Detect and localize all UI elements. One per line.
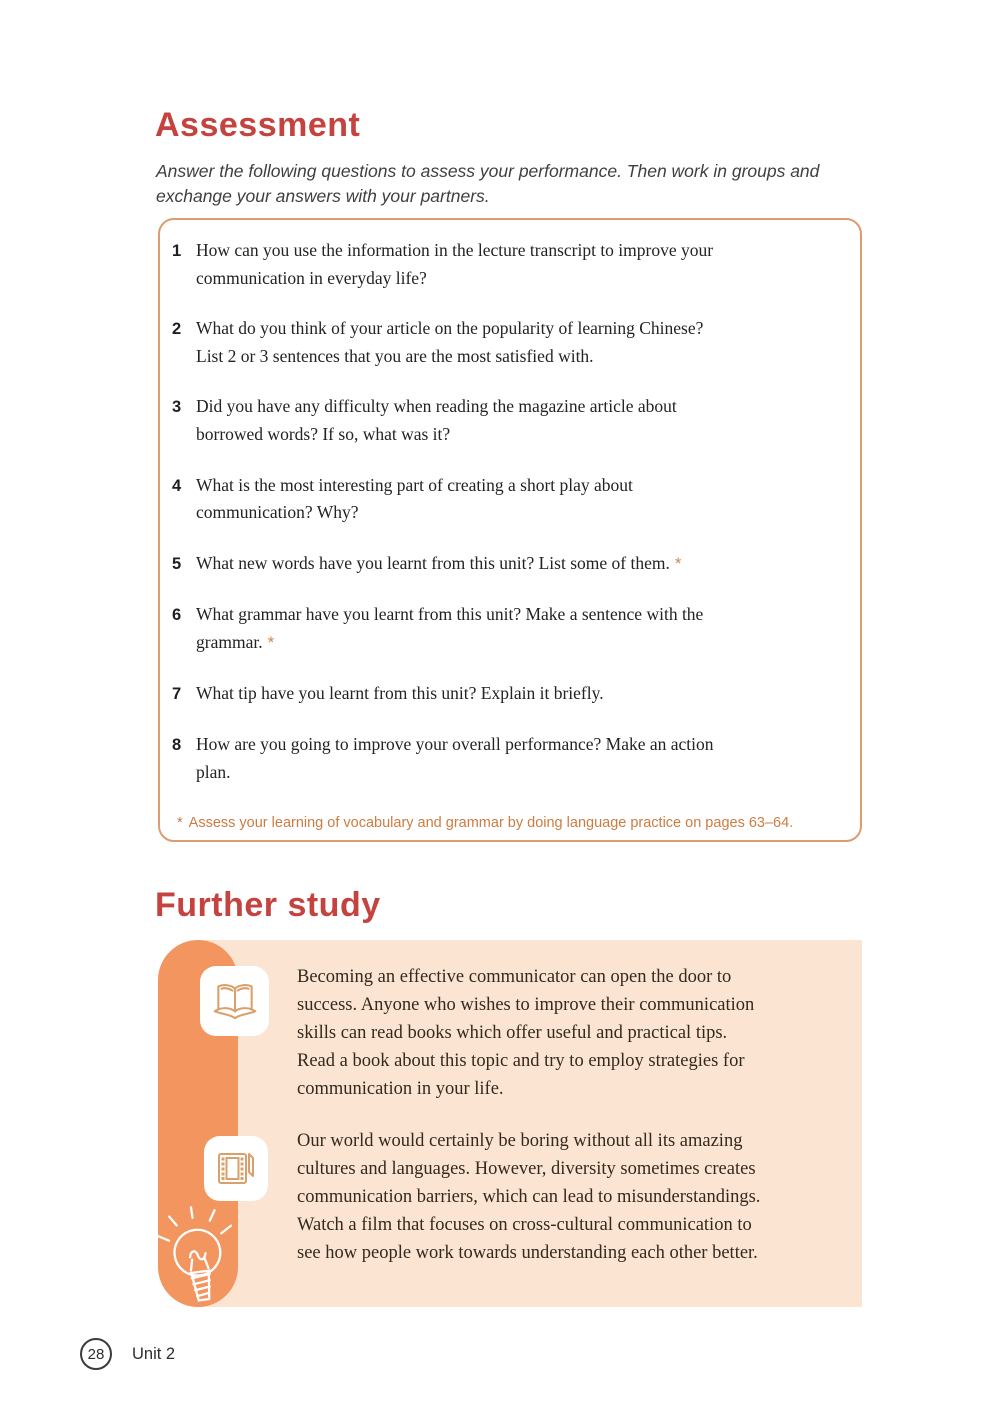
question-item [172,237,846,292]
question-text: Did you have any difficulty when reading the magazine article about borrowed words? If so, what was it? [196,396,677,444]
question-item [172,680,846,709]
question-text: What tip have you learnt from this unit? Explain it briefly. [196,682,604,703]
page-number: 28 [87,1345,105,1363]
open-book-icon [200,966,269,1036]
question-number: 1 [172,242,182,260]
question-number: 2 [172,320,182,339]
question-item [172,315,846,370]
question-number: 4 [172,476,182,495]
further-study-paragraph-films: Our world would certainly be boring without all its amazing cultures and languages. However, diversity sometimes creates communication barriers, which can lead to misunderstandings. Watch a film that focuses on cross-cultural communication to see how people work towards understanding each other better. [297,1131,761,1263]
question-item [172,393,846,448]
intro-line: exchange your answers with your partners. [156,186,490,206]
further-study-paragraph-books: Becoming an effective communicator can open the door to success. Anyone who wishes to improve their communication skills can read books which offer useful and practical tips. Read a book about this topic and try to employ strategies for communication in your life. [297,967,755,1099]
question-text: How are you going to improve your overall performance? Make an action plan. [196,734,714,782]
question-item [172,601,846,656]
question-text: What grammar have you learnt from this unit? Make a sentence with the grammar. * [196,604,704,652]
footnote-asterisk: * [674,553,682,573]
box-footnote: * Assess your learning of vocabulary and grammar by doing language practice on pages 63–64. [177,815,794,831]
page-number-badge [80,1338,112,1370]
intro-line: Answer the following questions to assess your performance. Then work in groups and [156,161,820,181]
further-study-heading: Further study [155,886,381,924]
question-item [172,550,846,579]
questions-box [158,218,862,842]
question-item [172,472,846,527]
question-text: What do you think of your article on the popularity of learning Chinese? List 2 or 3 sentences that you are the most satisfied with. [196,318,704,366]
further-study-panel [158,940,862,1307]
question-number: 7 [172,684,182,703]
question-number: 5 [172,554,182,573]
film-strip-glyph [212,1145,260,1193]
assessment-heading: Assessment [155,106,361,144]
assessment-intro [156,159,836,209]
film-strip-icon [204,1136,268,1201]
question-text: What new words have you learnt from this unit? List some of them. * [196,552,682,573]
question-text: How can you use the information in the lecture transcript to improve your communication in everyday life? [196,240,714,288]
question-number: 3 [172,398,182,417]
question-number: 8 [172,736,182,755]
asterisk-icon: * [177,815,183,831]
footnote-asterisk: * [267,632,275,652]
question-text: What is the most interesting part of creating a short play about communication? Why? [196,474,633,523]
question-item [172,731,846,786]
unit-label: Unit 2 [132,1345,176,1363]
lightbulb-icon [147,1196,249,1317]
question-number: 6 [172,606,182,625]
open-book-glyph [210,978,260,1024]
